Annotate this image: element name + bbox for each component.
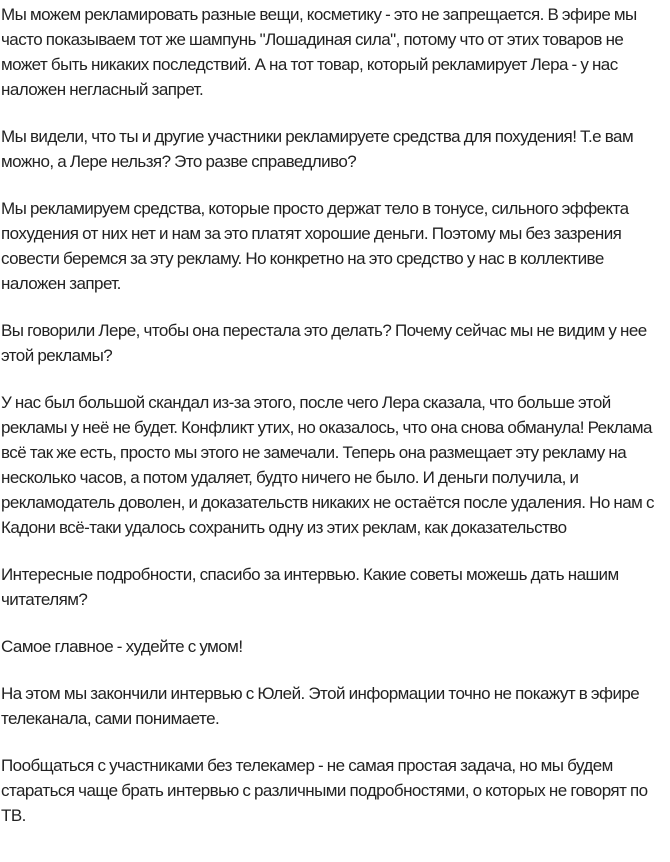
paragraph-question-told-lera: Вы говорили Лере, чтобы она перестала это делать? Почему сейчас мы не видим у нее этой рекламы? bbox=[1, 321, 647, 365]
paragraph-closing: Пообщаться с участниками без телекамер - не самая простая задача, но мы будем стараться чаще брать интервью с различными подробностями, о которых не говорят по ТВ. bbox=[1, 756, 648, 825]
paragraph-answer-tone-products: Мы рекламируем средства, которые просто держат тело в тонусе, сильного эффекта похудения от них нет и нам за это платят хорошие деньги. Поэтому мы без зазрения совести беремся за эту рекламу. Но конкретно на это средство у нас в коллективе наложен запрет. bbox=[1, 199, 629, 293]
paragraph-answer-scandal: У нас был большой скандал из-за этого, после чего Лера сказала, что больше этой рекламы у неё не будет. Конфликт утих, но оказалось, что она снова обманула! Реклама всё так же есть, просто мы этого не замечали. Теперь она размещает эту рекламу на несколько часов, а потом удаляет, будто ничего не было. И деньги получила, и рекламодатель доволен, и доказательств никаких не остаётся после удаления. Но нам с Кадони всё-таки удалось сохранить одну из этих реклам, как доказательство bbox=[1, 393, 654, 537]
paragraph-question-advice: Интересные подробности, спасибо за интервью. Какие советы можешь дать нашим читателям? bbox=[1, 565, 619, 609]
paragraph-question-weight-loss: Мы видели, что ты и другие участники рекламируете средства для похудения! Т.е вам можно, а Лере нельзя? Это разве справедливо? bbox=[1, 127, 634, 171]
paragraph-advertising-allowed: Мы можем рекламировать разные вещи, косметику - это не запрещается. В эфире мы часто показываем тот же шампунь "Лошадиная сила", потому что от этих товаров не может быть никаких последствий. А на тот товар, который рекламирует Лера - у нас наложен негласный запрет. bbox=[1, 5, 637, 99]
paragraph-interview-ended: На этом мы закончили интервью с Юлей. Этой информации точно не покажут в эфире телеканала, сами понимаете. bbox=[1, 684, 640, 728]
paragraph-answer-advice: Самое главное - худейте с умом! bbox=[1, 637, 243, 656]
